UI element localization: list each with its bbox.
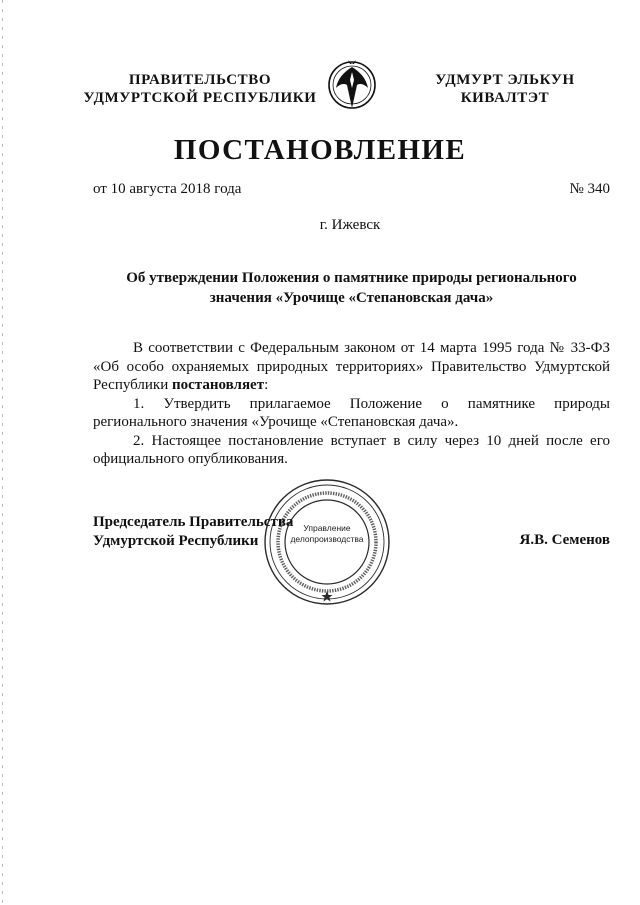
subject-line2: значения «Урочище «Степановская дача» [209, 290, 494, 306]
stamp-line2: делопроизводства [290, 534, 364, 544]
header-right-line1: УДМУРТ ЭЛЬКУН [435, 72, 575, 88]
stamp-line1: Управление [303, 523, 351, 533]
header-left-line1: ПРАВИТЕЛЬСТВО [128, 72, 272, 88]
header-right-line2: КИВАЛТЭТ [460, 90, 550, 106]
document-date: от 10 августа 2018 года [93, 181, 242, 197]
signature-line1: Председатель Правительства [93, 514, 294, 530]
paragraph-1-text: В соответствии с Федеральным законом от 14 марта 1995 года № 33-ФЗ «Об особо охраняемых природных территориях» Правительство Удмуртской Республики [93, 340, 610, 393]
paragraph-1-end: : [264, 377, 269, 393]
coat-of-arms-icon [327, 58, 377, 114]
signer-name: Я.В. Семенов [519, 532, 610, 548]
header-left-line2: УДМУРТСКОЙ РЕСПУБЛИКИ [83, 90, 317, 106]
document-body [93, 339, 610, 469]
stamp-text [285, 523, 369, 545]
subject-line1: Об утверждении Положения о памятнике природы регионального [126, 270, 577, 286]
paragraph-1-bold: постановляет [172, 377, 265, 393]
document-city: г. Ижевск [319, 217, 381, 233]
signature-position [93, 513, 293, 551]
body-paragraph-1 [93, 339, 610, 395]
document-number: № 340 [569, 181, 610, 197]
body-item-1: 1. Утвердить прилагаемое Положение о памятнике природы регионального значения «Урочище «Степановская дача». [93, 395, 610, 430]
document-subject [93, 268, 610, 308]
document-title: ПОСТАНОВЛЕНИЕ [173, 134, 467, 166]
header-right [420, 71, 590, 107]
body-item-2: 2. Настоящее постановление вступает в силу через 10 дней после его официального опубликования. [93, 432, 610, 467]
signature-line2: Удмуртской Республики [93, 533, 259, 549]
header-left [80, 71, 320, 107]
